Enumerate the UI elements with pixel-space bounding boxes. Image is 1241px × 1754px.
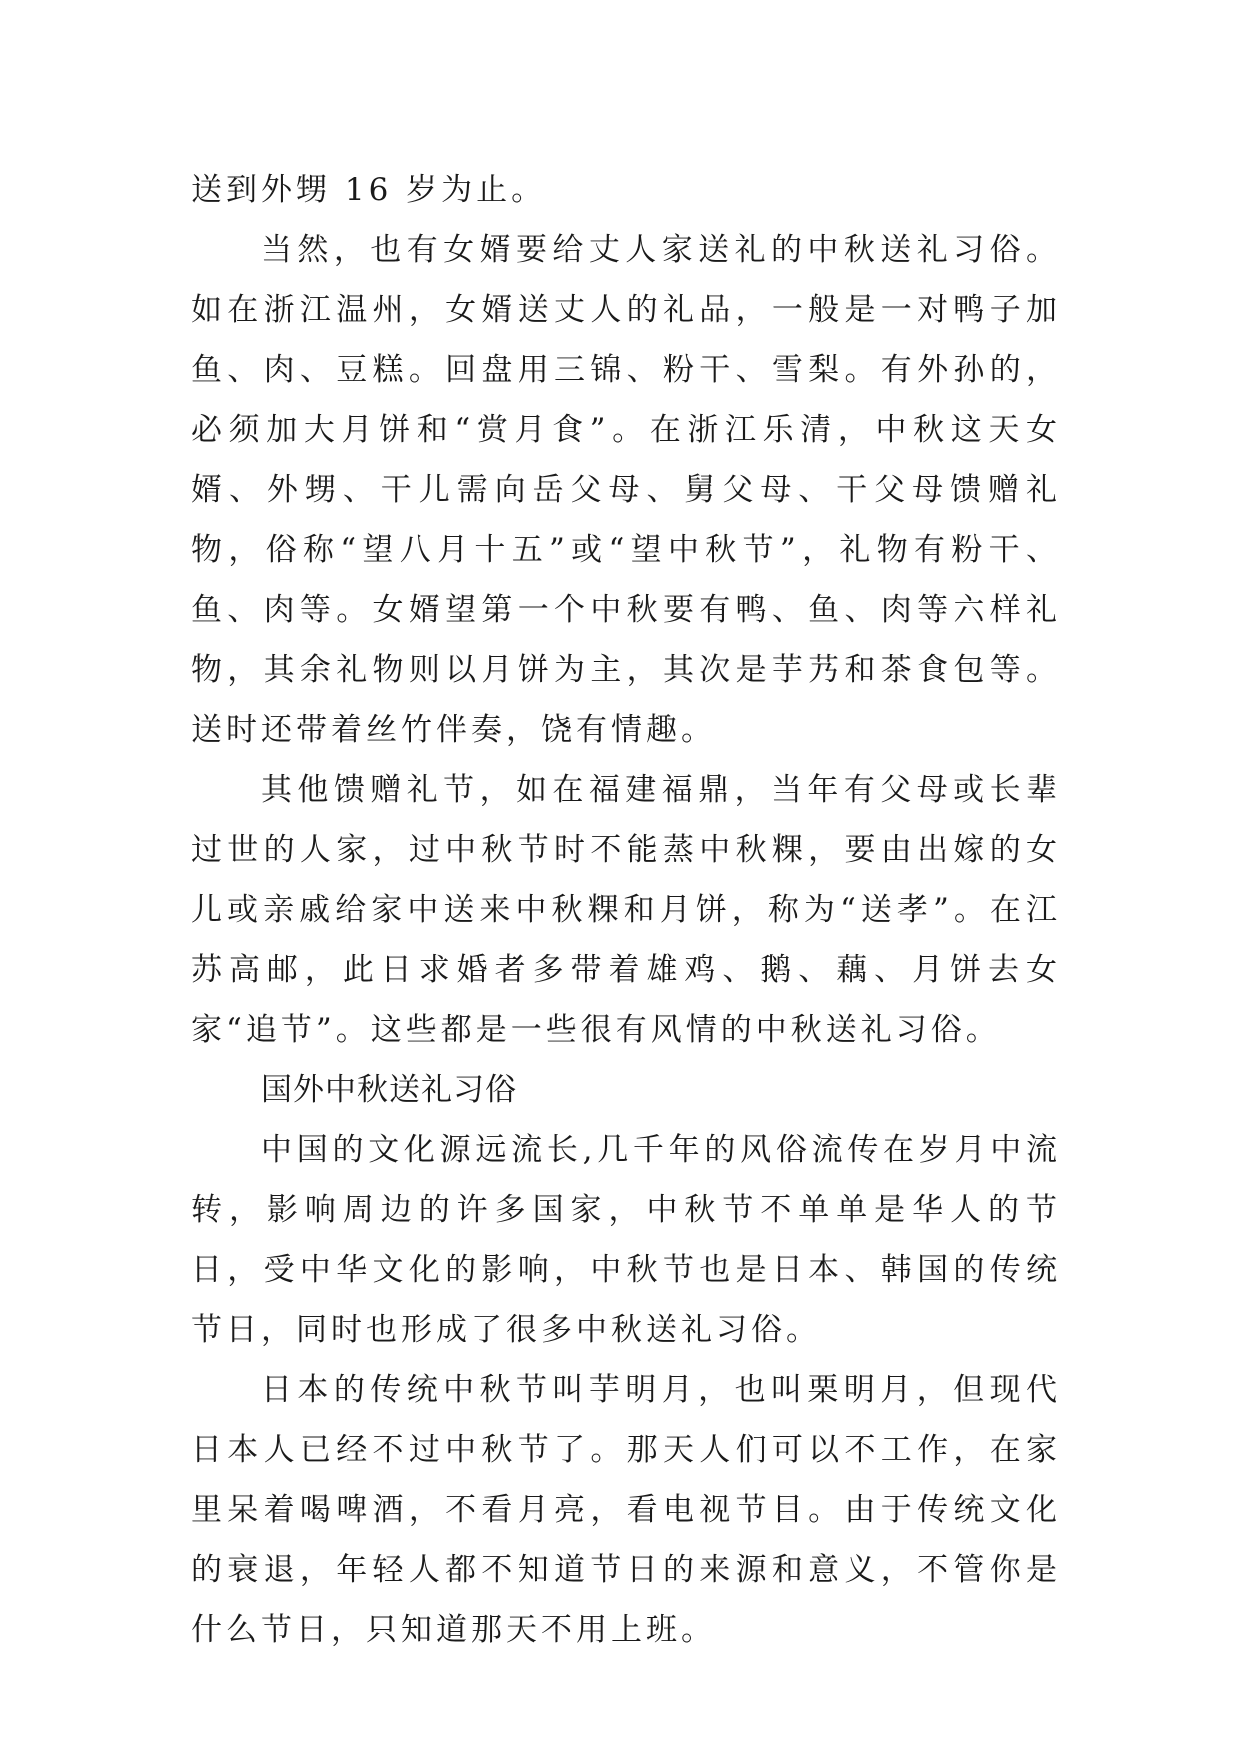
paragraph-japan-mid-autumn: 日本的传统中秋节叫芋明月，也叫栗明月，但现代日本人已经不过中秋节了。那天人们可以不工作，在家里呆着喝啤酒，不看月亮，看电视节目。由于传统文化的衰退，年轻人都不知道节日的来源和意义，不管你是什么节日，只知道那天不用上班。 <box>191 1372 1061 1648</box>
body-text <box>191 160 1061 1660</box>
paragraph-continuation: 送到外甥 16 岁为止。 <box>191 172 547 208</box>
paragraph-other-gift-customs: 其他馈赠礼节，如在福建福鼎，当年有父母或长辈过世的人家，过中秋节时不能蒸中秋粿，要由出嫁的女儿或亲戚给家中送来中秋粿和月饼，称为“送孝”。在江苏高邮，此日求婚者多带着雄鸡、鹅、藕、月饼去女家“追节”。这些都是一些很有风情的中秋送礼习俗。 <box>191 772 1061 1048</box>
paragraph-son-in-law-gifts: 当然，也有女婿要给丈人家送礼的中秋送礼习俗。如在浙江温州，女婿送丈人的礼品，一般是一对鸭子加鱼、肉、豆糕。回盘用三锦、粉干、雪梨。有外孙的，必须加大月饼和“赏月食”。在浙江乐清，中秋这天女婿、外甥、干儿需向岳父母、舅父母、干父母馈赠礼物，俗称“望八月十五”或“望中秋节”，礼物有粉干、鱼、肉等。女婿望第一个中秋要有鸭、鱼、肉等六样礼物，其余礼物则以月饼为主，其次是芋艿和茶食包等。送时还带着丝竹伴奏，饶有情趣。 <box>191 232 1061 748</box>
paragraph-chinese-culture-influence: 中国的文化源远流长,几千年的风俗流传在岁月中流转，影响周边的许多国家，中秋节不单单是华人的节日，受中华文化的影响，中秋节也是日本、韩国的传统节日，同时也形成了很多中秋送礼习俗。 <box>191 1132 1061 1348</box>
section-heading-foreign-customs: 国外中秋送礼习俗 <box>261 1072 517 1108</box>
